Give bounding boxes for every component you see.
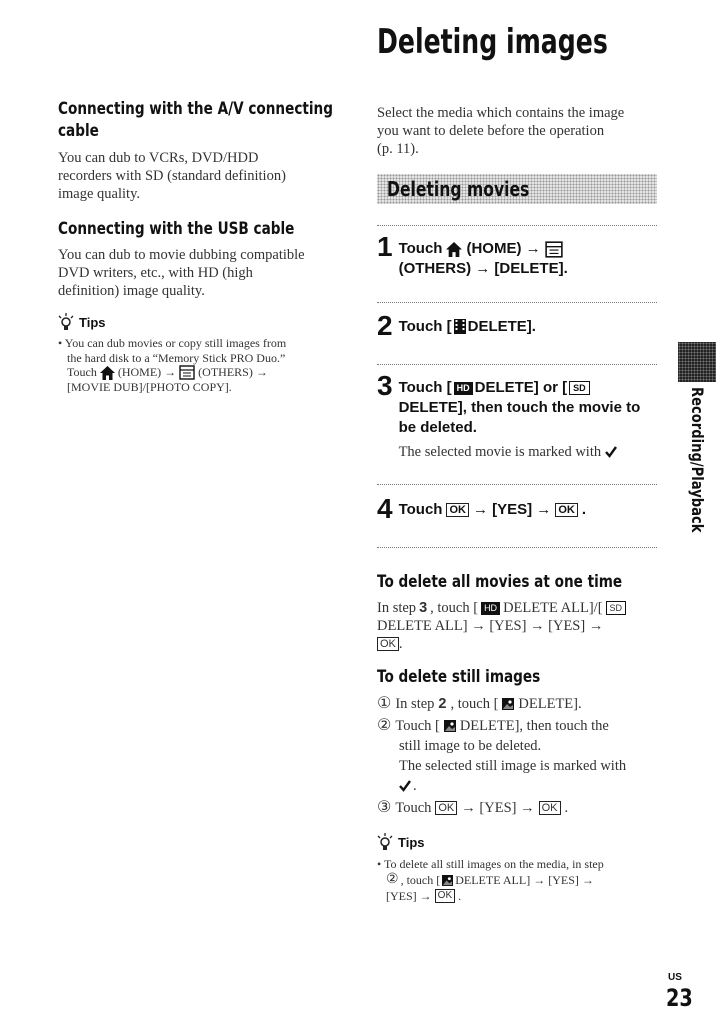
heading-text: To delete still images xyxy=(377,667,541,687)
tip-text: [YES] → xyxy=(386,889,432,903)
sec1-body-line: You can dub to VCRs, DVD/HDD xyxy=(58,150,259,166)
home-icon xyxy=(446,242,462,257)
delete-all-heading xyxy=(377,572,683,592)
tips-label: Tips xyxy=(398,834,425,850)
still-images-heading xyxy=(377,667,581,687)
region-code: US xyxy=(668,972,682,983)
movie-icon xyxy=(454,319,466,334)
step-text-part: (OTHERS) → [DELETE]. xyxy=(398,260,568,277)
step-text xyxy=(399,239,568,279)
banner-title: Deleting movies xyxy=(387,177,530,201)
checkmark-icon xyxy=(605,446,617,458)
photo-icon xyxy=(444,720,456,732)
tip-text: (HOME) → xyxy=(117,365,177,380)
sec1-title xyxy=(58,99,402,141)
body-text: Touch xyxy=(395,800,432,816)
divider xyxy=(377,547,657,548)
check-line: . xyxy=(377,776,667,796)
step-number: 3 xyxy=(377,370,393,401)
step-ref: 2 xyxy=(438,696,447,712)
tip-line: [YES] → OK . xyxy=(386,889,462,903)
tip-line xyxy=(58,365,286,380)
step-3 xyxy=(377,372,664,462)
intro-text xyxy=(377,104,624,158)
sec2-title-text: Connecting with the USB cable xyxy=(58,219,295,239)
step-number: 4 xyxy=(377,493,393,524)
step-text-part: DELETE], then touch the movie to xyxy=(398,399,641,416)
page-title-wrap xyxy=(377,22,689,62)
page-number: 23 xyxy=(666,984,693,1012)
sec1-title-line: Connecting with the A/V connecting xyxy=(58,99,333,119)
sec1-title-line: cable xyxy=(58,121,99,141)
tip-line: • You can dub movies or copy still images from xyxy=(58,336,287,350)
sec2-body-line: You can dub to movie dubbing compatible xyxy=(58,247,305,263)
tips-label: Tips xyxy=(79,314,106,330)
side-tab-label-wrap xyxy=(677,387,717,533)
step-ref: 3 xyxy=(419,600,428,616)
tip-line xyxy=(377,872,604,888)
home-icon xyxy=(100,366,115,380)
sec1-body-line: recorders with SD (standard definition) xyxy=(58,168,286,184)
sec2-body-line: DVD writers, etc., with HD (high xyxy=(58,265,253,281)
circled-number: ③ xyxy=(377,799,392,816)
others-icon xyxy=(545,241,563,258)
page-number-wrap xyxy=(666,984,699,1012)
hd-movie-icon: HD xyxy=(454,382,473,395)
hd-movie-icon: HD xyxy=(481,602,500,615)
ok-button-icon: OK xyxy=(555,503,578,517)
tip-text: Touch xyxy=(67,365,97,380)
tip-line: the hard disk to a “Memory Stick PRO Duo.” xyxy=(67,350,286,365)
divider xyxy=(377,302,657,303)
step-text-part: DELETE] or [ xyxy=(474,379,568,396)
ok-button-icon: OK xyxy=(446,503,469,517)
step-text-part: Touch [ xyxy=(398,318,452,335)
tip-text: DELETE ALL] → [YES] → xyxy=(455,873,594,887)
body-text: DELETE ALL]/[ xyxy=(503,600,603,616)
step-number: 1 xyxy=(377,231,393,262)
step-text xyxy=(399,318,536,335)
body-text: DELETE]. xyxy=(518,696,582,712)
still-step-1 xyxy=(377,694,667,714)
body-text: , touch [ xyxy=(450,696,499,712)
step-text-part: (HOME) → xyxy=(466,240,541,257)
page-title: Deleting images xyxy=(377,22,608,62)
heading-text: To delete all movies at one time xyxy=(377,572,623,592)
step-number: 2 xyxy=(377,310,393,341)
tip-text: , touch [ xyxy=(400,873,441,887)
step-2 xyxy=(377,312,536,340)
section-banner xyxy=(377,174,657,204)
intro-line: Select the media which contains the image xyxy=(377,105,625,121)
sec2-body-line: definition) image quality. xyxy=(58,283,205,299)
sd-movie-icon: SD xyxy=(606,601,627,615)
tip-text: (OTHERS) → xyxy=(198,365,268,380)
still-step-2 xyxy=(377,716,667,736)
still-step-3: ③ Touch OK → [YES] → OK . xyxy=(377,799,569,816)
divider xyxy=(377,484,657,485)
step-text-part: → [YES] → xyxy=(472,501,552,518)
step-text: Touch OK → [YES] → OK . xyxy=(398,501,586,518)
sec1-body xyxy=(58,149,286,203)
divider xyxy=(377,225,657,226)
others-icon xyxy=(179,365,195,380)
tip-line: • To delete all still images on the media, in step xyxy=(377,857,604,871)
delete-all-body: In step 3 , touch [ HD DELETE ALL]/[ SD DELETE ALL] → [YES] → [YES] → OK . xyxy=(377,599,667,653)
body-text: In step xyxy=(377,600,417,616)
circled-number: ① xyxy=(377,695,392,712)
intro-line: you want to delete before the operation xyxy=(377,123,605,139)
step-note-text: The selected movie is marked with xyxy=(398,444,602,460)
divider xyxy=(377,364,657,365)
ok-button-icon: OK xyxy=(435,801,457,815)
sd-movie-icon: SD xyxy=(569,381,590,395)
body-text: , touch [ xyxy=(430,600,479,616)
step-text-part: Touch [ xyxy=(398,379,452,396)
still-images-steps xyxy=(377,694,667,818)
circled-number: ② xyxy=(377,717,392,734)
sec1-body-line: image quality. xyxy=(58,186,141,202)
photo-icon xyxy=(442,875,453,886)
side-tab-marker xyxy=(678,342,716,382)
step-text-part: be deleted. xyxy=(398,419,477,436)
intro-line: (p. 11). xyxy=(377,141,419,157)
step-1 xyxy=(377,233,568,279)
body-text: The selected still image is marked with xyxy=(399,758,627,774)
step-text-part: Touch xyxy=(398,501,443,518)
body-text: DELETE ALL] → [YES] → [YES] → xyxy=(377,618,604,634)
circled-number: ② xyxy=(386,872,399,887)
tips-body-right xyxy=(377,856,604,904)
lightbulb-icon xyxy=(58,313,74,331)
body-text: In step xyxy=(395,696,435,712)
checkmark-icon xyxy=(399,780,411,792)
ok-button-icon: OK xyxy=(539,801,561,815)
side-tab-label: Recording/Playback xyxy=(688,387,707,533)
body-text: DELETE], then touch the xyxy=(459,718,609,734)
sec2-body xyxy=(58,246,305,300)
lightbulb-icon xyxy=(377,833,393,851)
ok-button-icon: OK xyxy=(377,637,399,651)
tips-header-right xyxy=(377,833,425,851)
body-text: → [YES] → xyxy=(461,800,535,816)
tips-header-left xyxy=(58,313,106,331)
sec2-title xyxy=(58,219,353,239)
body-text: Touch [ xyxy=(395,718,440,734)
step-text-part: DELETE]. xyxy=(467,318,536,335)
photo-icon xyxy=(502,698,514,710)
step-4 xyxy=(377,495,586,523)
body-text: still image to be deleted. xyxy=(399,738,542,754)
ok-button-icon: OK xyxy=(435,889,455,903)
step-note xyxy=(399,442,664,462)
step-text xyxy=(399,378,664,462)
tip-line: [MOVIE DUB]/[PHOTO COPY]. xyxy=(67,380,232,394)
tips-body-left xyxy=(58,336,286,395)
step-text-part: Touch xyxy=(398,240,443,257)
